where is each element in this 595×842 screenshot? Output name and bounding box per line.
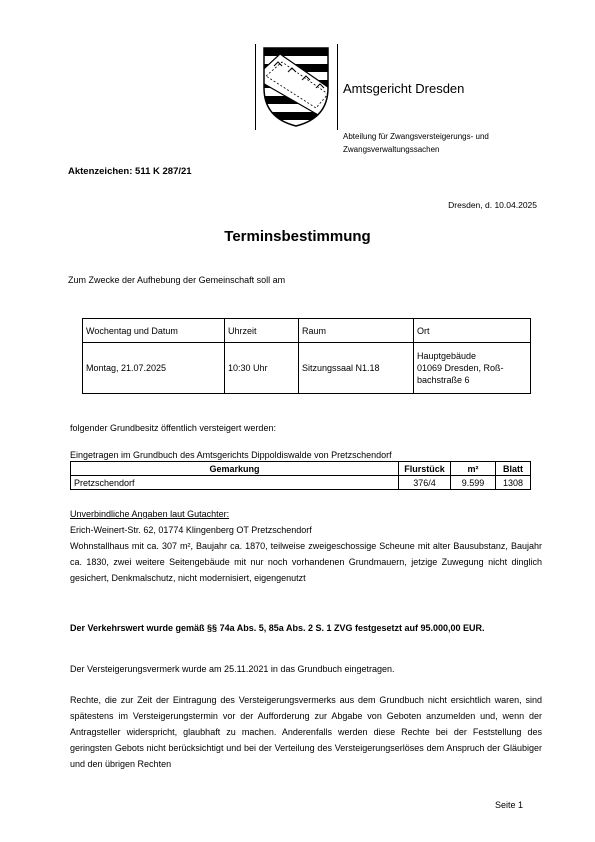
termin-table-row [83, 343, 531, 394]
gemarkung-cell: Pretzschendorf [71, 476, 399, 490]
aktenzeichen: Aktenzeichen: 511 K 287/21 [68, 166, 192, 177]
grundbuch-header-cell: Blatt [496, 462, 531, 476]
grundbuch-heading: Eingetragen im Grundbuch des Amtsgerichts Dippoldiswalde von Pretzschendorf [70, 450, 392, 460]
angaben-address: Erich-Weinert-Str. 62, 01774 Klingenberg OT Pretzschendorf [70, 525, 312, 535]
flurstueck-cell: 376/4 [399, 476, 451, 490]
document-title: Terminsbestimmung [224, 228, 371, 245]
area-cell: 9.599 [451, 476, 496, 490]
department-line-2: Zwangsverwaltungssachen [343, 145, 440, 154]
ort-line: bachstraße 6 [417, 375, 470, 385]
termin-table [82, 318, 531, 394]
termin-ort-cell [414, 343, 531, 394]
ort-line: 01069 Dresden, Roß- [417, 363, 504, 373]
grundbuch-row [71, 476, 531, 490]
header-rule-left [255, 44, 256, 130]
intro-text: Zum Zwecke der Aufhebung der Gemeinschaft soll am [68, 275, 286, 285]
coat-of-arms-icon [260, 44, 332, 128]
grundbuch-header-cell: Flurstück [399, 462, 451, 476]
department-line-1: Abteilung für Zwangsversteigerungs- und [343, 132, 489, 141]
termin-time-cell: 10:30 Uhr [225, 343, 299, 394]
angaben-section [70, 506, 542, 586]
grundbuch-table [70, 461, 531, 490]
termin-room-cell: Sitzungssaal N1.18 [299, 343, 414, 394]
angaben-description: Wohnstallhaus mit ca. 307 m², Baujahr ca. 1870, teilweise zweigeschossige Scheune mit alter Bausubstanz, Baujahr ca. 1830, zwei weitere Seitengebäude mit nur noch vorhandenen Grundmauern, jetzige Zuwegung nicht dinglich gesichert, Denkmalschutz, nicht modernisiert, eigengenutzt [70, 541, 542, 583]
termin-header-cell: Raum [299, 319, 414, 343]
termin-header-cell: Uhrzeit [225, 319, 299, 343]
termin-header-cell: Ort [414, 319, 531, 343]
grundbuch-header-cell: m² [451, 462, 496, 476]
header-rule-right [337, 44, 338, 130]
grundbuch-header-cell: Gemarkung [71, 462, 399, 476]
page-number: Seite 1 [494, 800, 523, 810]
termin-table-header-row [83, 319, 531, 343]
rechte-text: Rechte, die zur Zeit der Eintragung des Versteigerungsvermerks aus dem Grundbuch nicht ersichtlich waren, sind spätestens im Versteigerungstermin vor der Aufforderung zur Abgabe von Geboten anzumelden und, wenn der Antragsteller widerspricht, glaubhaft zu machen. Anderenfalls werden diese Rechte bei der Feststellung des geringsten Gebots nicht berücksichtigt und bei der Verteilung des Versteigerungserlöses dem Anspruch der Gläubiger und den übrigen Rechten [70, 695, 542, 769]
termin-date-cell: Montag, 21.07.2025 [83, 343, 225, 394]
place-date: Dresden, d. 10.04.2025 [448, 200, 537, 210]
verkehrswert-text: Der Verkehrswert wurde gemäß §§ 74a Abs. 5, 85a Abs. 2 S. 1 ZVG festgesetzt auf 95.000,00 EUR. [70, 623, 485, 633]
following-text: folgender Grundbesitz öffentlich versteigert werden: [70, 423, 276, 433]
grundbuch-header-row [71, 462, 531, 476]
termin-header-cell: Wochentag und Datum [83, 319, 225, 343]
blatt-cell: 1308 [496, 476, 531, 490]
angaben-heading: Unverbindliche Angaben laut Gutachter: [70, 509, 230, 519]
court-name: Amtsgericht Dresden [343, 81, 465, 96]
ort-line: Hauptgebäude [417, 351, 477, 361]
vermerk-text: Der Versteigerungsvermerk wurde am 25.11.2021 in das Grundbuch eingetragen. [70, 664, 395, 674]
department-label [343, 130, 553, 156]
